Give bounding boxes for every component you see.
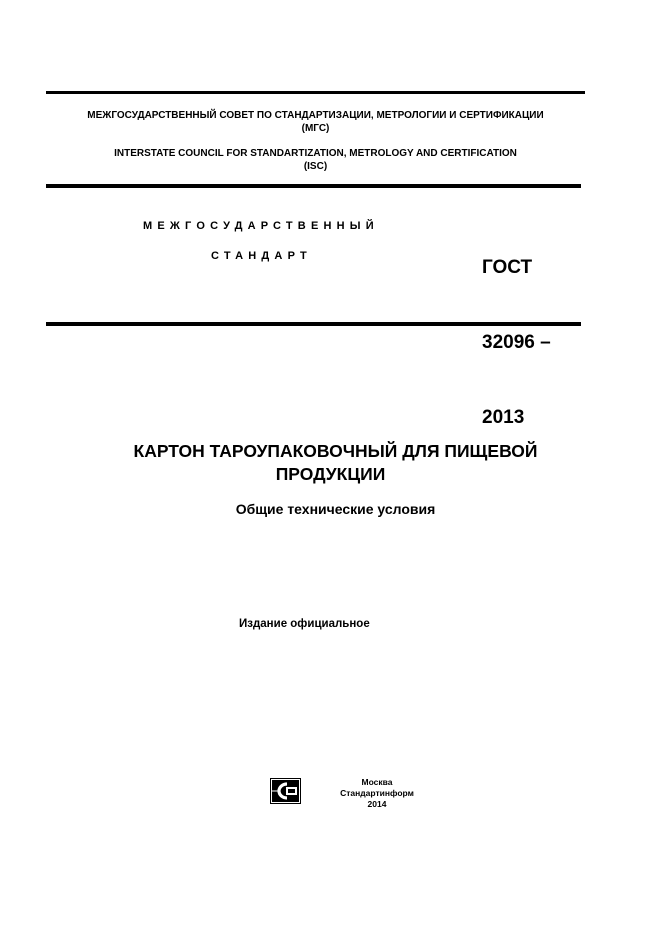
council-name-english [46, 147, 585, 173]
council-name-russian [46, 109, 585, 135]
gost-designation [482, 205, 551, 455]
document-title [0, 440, 661, 486]
middle-rule [46, 184, 581, 188]
council-en-line-2: (ISC) [303, 161, 328, 172]
edition-note: Издание официальное [239, 618, 370, 630]
document-title-line-1: КАРТОН ТАРОУПАКОВОЧНЫЙ ДЛЯ ПИЩЕВОЙ [133, 441, 538, 461]
publisher-block [330, 777, 424, 810]
document-subtitle: Общие технические условия [235, 501, 436, 517]
standard-label-line-1: МЕЖГОСУДАРСТВЕННЫЙ [143, 220, 379, 232]
council-en-line-1: INTERSTATE COUNCIL FOR STANDARTIZATION, METROLOGY AND CERTIFICATION [114, 148, 517, 159]
gost-line-1: ГОСТ [482, 257, 533, 278]
document-title-line-2: ПРОДУКЦИИ [275, 464, 386, 484]
standard-label-line-2: СТАНДАРТ [211, 250, 312, 262]
bottom-rule [46, 322, 581, 326]
council-ru-line-2: (МГС) [301, 123, 330, 134]
council-ru-line-1: МЕЖГОСУДАРСТВЕННЫЙ СОВЕТ ПО СТАНДАРТИЗАЦИИ, МЕТРОЛОГИИ И СЕРТИФИКАЦИИ [87, 110, 544, 121]
gost-line-3: 2013 [482, 407, 525, 428]
standartinform-logo-icon [270, 778, 301, 804]
publisher-name: Стандартинформ [340, 788, 414, 798]
publisher-city: Москва [361, 777, 393, 787]
top-rule [46, 91, 585, 94]
gost-line-2: 32096 – [482, 332, 551, 353]
publication-year: 2014 [367, 799, 387, 809]
